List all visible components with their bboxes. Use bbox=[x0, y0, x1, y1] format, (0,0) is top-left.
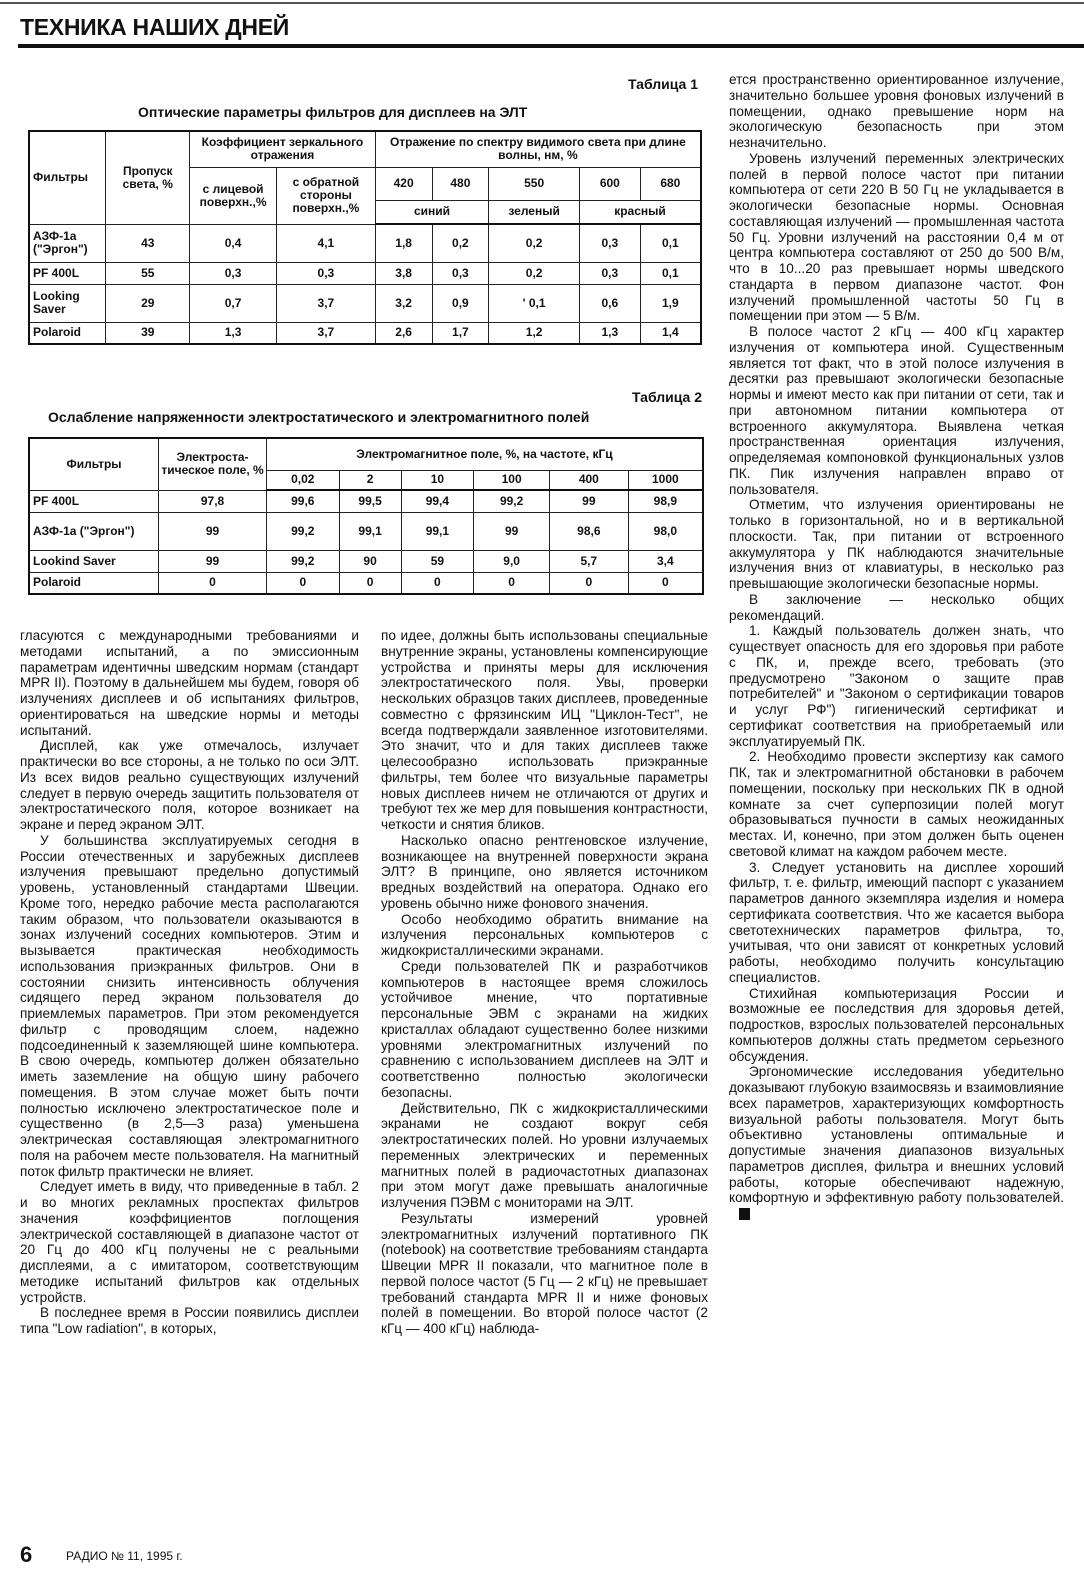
table-cell: 3,2 bbox=[375, 284, 432, 322]
t1-wavelength: 550 bbox=[489, 167, 580, 200]
table-cell: 39 bbox=[106, 322, 190, 344]
table-cell: 0,2 bbox=[489, 224, 580, 262]
table-cell: 99 bbox=[474, 512, 550, 550]
paragraph bbox=[381, 1211, 708, 1337]
table-cell: 0 bbox=[159, 572, 267, 594]
paragraph-text: Действительно, ПК с жидкокристаллическими экранами не создают вокруг себя электростатических полей. Но уровни излучаемых переменных электрических и переменных магнитных полей в радиочастотных диапазонах при этом могут даже превышать аналогичные излучения ПЭВМ с мониторами на ЭЛТ. bbox=[381, 1100, 708, 1210]
paragraph-text: по идее, должны быть использованы специальные внутренние экраны, установлены компенсирующие устройства и приняты меры для исключения электростатического поля. Увы, проверки нескольких образцов таких дисплеев, проведенные совместно с фрязинским ИЦ "Циклон-Тест", не всегда подтверждали заявленное изготовителями. Это значит, что и для таких дисплеев также целесообразно использовать приэкранные фильтры, тем более что визуальные параметры новых дисплеев ничем не отличаются от других и требуют тех же мер для повышения контрастности, четкости и снятия бликов. bbox=[381, 628, 708, 832]
table-cell: 9,0 bbox=[474, 550, 550, 572]
table-cell: 55 bbox=[106, 262, 190, 284]
t1-header-front: с лицевой поверхн.,% bbox=[190, 167, 277, 224]
table1-title: Оптические параметры фильтров для дисплеев на ЭЛТ bbox=[138, 104, 528, 120]
table-cell: 0 bbox=[266, 572, 339, 594]
table-cell: 3,8 bbox=[375, 262, 432, 284]
paragraph bbox=[381, 833, 708, 912]
table-cell: 1,3 bbox=[579, 322, 640, 344]
paragraph-text: Отметим, что излучения ориентированы не только в горизонтальной, но и в вертикальной плоскости. Так, при питании от встроенного аккумулятора у ПК наблюдаются значительные излучения вниз от клавиатуры, в несколько раз превышающие экологически безопасные нормы. bbox=[729, 497, 1064, 591]
table-cell: 0,1 bbox=[640, 262, 701, 284]
paragraph-text: 3. Следует установить на дисплее хороший фильтр, т. е. фильтр, имеющий паспорт с указанием параметров данного экземпляра изделия и номера сертификата соответствия. Что же касается выбора светотехнических параметров фильтра, то, учитывая, что они зависят от конкретных условий работы, необходимо получить консультацию специалистов. bbox=[729, 859, 1064, 985]
paragraph bbox=[729, 623, 1064, 749]
t1-header-mirror: Коэффициент зеркального отражения bbox=[190, 131, 376, 167]
table-cell: 1,9 bbox=[640, 284, 701, 322]
row-filter-name: PF 400L bbox=[29, 490, 159, 512]
section-rule bbox=[18, 44, 1084, 48]
paragraph bbox=[729, 497, 1064, 592]
t1-color-green: зеленый bbox=[489, 200, 580, 224]
table-cell: 99,2 bbox=[474, 490, 550, 512]
table-row bbox=[29, 512, 703, 550]
table-cell: 0,3 bbox=[579, 224, 640, 262]
table-cell: 0 bbox=[339, 572, 401, 594]
table-cell: 0,6 bbox=[579, 284, 640, 322]
table-cell: 0,9 bbox=[432, 284, 489, 322]
table-cell: 0,4 bbox=[190, 224, 277, 262]
paragraph bbox=[381, 912, 708, 959]
row-filter-name: АЗФ-1а ("Эргон") bbox=[29, 224, 106, 262]
table-cell: 99,6 bbox=[266, 490, 339, 512]
publication-source: РАДИО № 11, 1995 г. bbox=[66, 1549, 183, 1563]
table1-label: Таблица 1 bbox=[627, 76, 698, 92]
paragraph-text: Среди пользователей ПК и разработчиков компьютеров в настоящее время сложилось устойчивое мнение, что портативные персональные ЭВМ с экранами на жидких кристаллах обладают существенно более низкими уровнями электромагнитных излучений по сравнению с использованием дисплеев на ЭЛТ и соответственно полностью экологически безопасны. bbox=[381, 958, 708, 1100]
table-cell: 0,7 bbox=[190, 284, 277, 322]
paragraph bbox=[20, 628, 359, 738]
table-cell: 0,3 bbox=[432, 262, 489, 284]
paragraph bbox=[20, 833, 359, 1180]
table-cell: 0 bbox=[628, 572, 703, 594]
paragraph bbox=[729, 324, 1064, 497]
t1-color-red: красный bbox=[579, 200, 701, 224]
table-row bbox=[29, 490, 703, 512]
table-cell: 99,5 bbox=[339, 490, 401, 512]
paragraph bbox=[729, 592, 1064, 624]
table-cell: 0,2 bbox=[432, 224, 489, 262]
row-filter-name: Polaroid bbox=[29, 322, 106, 344]
paragraph-text: В полосе частот 2 кГц — 400 кГц характер излучения от компьютера иной. Существенным является тот факт, что в этой полосе излучения в десятки раз превышают экологически безопасные нормы и имеют место как при питании от сети, так и при автономном питании компьютера от встроенного аккумулятора. Выявлена четкая пространственная ориентация излучения, определяемая компоновкой функциональных узлов ПК. Пик излучения направлен вправо от пользователя. bbox=[729, 324, 1064, 497]
table-cell: 99,2 bbox=[266, 512, 339, 550]
table2-label: Таблица 2 bbox=[631, 389, 702, 405]
t2-frequency: 2 bbox=[339, 470, 401, 490]
paragraph-text: В заключение — несколько общих рекомендаций. bbox=[729, 591, 1064, 623]
table-cell: 1,4 bbox=[640, 322, 701, 344]
table-cell: 0,3 bbox=[277, 262, 376, 284]
row-filter-name: АЗФ-1а ("Эргон") bbox=[29, 512, 159, 550]
paragraph bbox=[729, 749, 1064, 859]
t2-frequency: 0,02 bbox=[266, 470, 339, 490]
table-cell: 99 bbox=[159, 512, 267, 550]
t1-wavelength: 600 bbox=[579, 167, 640, 200]
paragraph bbox=[729, 151, 1064, 324]
table-cell: 0,3 bbox=[190, 262, 277, 284]
paragraph-text: гласуются с международными требованиями и методами испытаний, а по эмиссионным параметрам идентичны шведским нормам (стандарт MPR II). Поэтому в дальнейшем мы будем, говоря об излучениях дисплеев и об испытаниях фильтров, ориентироваться на шведские нормы и методы испытаний. bbox=[20, 628, 359, 738]
table-cell: 2,6 bbox=[375, 322, 432, 344]
t2-frequency: 400 bbox=[549, 470, 628, 490]
table-cell: 99,1 bbox=[339, 512, 401, 550]
section-title: ТЕХНИКА НАШИХ ДНЕЙ bbox=[20, 14, 289, 40]
table-cell: 3,7 bbox=[277, 322, 376, 344]
table-cell: 1,8 bbox=[375, 224, 432, 262]
paragraph-text: Дисплей, как уже отмечалось, излучает практически во все стороны, а не только по оси ЭЛТ. Из всех видов реально существующих излучений следует в первую очередь защитить пользователя от электростатического поля, которое возникает на экране и перед экраном ЭЛТ. bbox=[20, 738, 359, 832]
article-column-middle bbox=[381, 628, 708, 1337]
article-column-left bbox=[20, 628, 359, 1337]
t1-wavelength: 420 bbox=[375, 167, 432, 200]
t2-frequency: 100 bbox=[474, 470, 550, 490]
paragraph-text: В последнее время в России появились дисплеи типа "Low radiation", в которых, bbox=[20, 1305, 359, 1336]
table-cell: 3,4 bbox=[628, 550, 703, 572]
row-filter-name: PF 400L bbox=[29, 262, 106, 284]
table-cell: 0,1 bbox=[640, 224, 701, 262]
table-cell: 4,1 bbox=[277, 224, 376, 262]
page-number: 6 bbox=[20, 1542, 33, 1567]
table-cell: 97,8 bbox=[159, 490, 267, 512]
table-row bbox=[29, 262, 701, 284]
paragraph bbox=[729, 72, 1064, 151]
table-cell: ' 0,1 bbox=[489, 284, 580, 322]
table-cell: 98,9 bbox=[628, 490, 703, 512]
t1-wavelength: 480 bbox=[432, 167, 489, 200]
table-row bbox=[29, 572, 703, 594]
t1-header-spectrum: Отражение по спектру видимого света при длине волны, нм, % bbox=[375, 131, 701, 167]
paragraph bbox=[20, 1179, 359, 1305]
t1-header-back: с обратной стороны поверхн.,% bbox=[277, 167, 376, 224]
paragraph-text: Уровень излучений переменных электрических полей в первой полосе частот при питании компьютера от сети 220 В 50 Гц не укладывается в экологически безопасные нормы. Основная составляющая излучений — промышленная частота 50 Гц. Уровни излучений на расстоянии 0,4 м от центра компьютера составляют от 250 до 500 В/м, что в 10...20 раз превышает нормы шведского стандарта в первом диапазоне частот. Фон излучений промышленной частоты 50 Гц в помещении при этом — 5 В/м. bbox=[729, 150, 1064, 324]
row-filter-name: Lookind Saver bbox=[29, 550, 159, 572]
top-border-line bbox=[0, 2, 1084, 4]
row-filter-name: Polaroid bbox=[29, 572, 159, 594]
paragraph bbox=[729, 860, 1064, 986]
paragraph bbox=[20, 1305, 359, 1337]
paragraph-text: У большинства эксплуатируемых сегодня в России отечественных и зарубежных дисплеев излучения превышают предельно допустимый уровень, установленный стандартами Швеции. Кроме того, нередко рабочие места располагаются таким образом, что пользователи оказываются в зонах излучений соседних компьютеров. Этим и вызывается практическая необходимость использования приэкранных фильтров. Они в состоянии снизить интенсивность облучения сидящего перед экраном пользователя до приемлемых параметров. При этом рекомендуется фильтр с проводящим слоем, надежно подсоединенный к заземляющей шине компьютера. В свою очередь, компьютер должен обязательно иметь заземление на общую шину рабочего помещения. В этом случае может быть почти полностью исключено электростатическое поле и существенно (в 2,5—3 раза) уменьшена электрическая составляющая электромагнитного поля на рабочем месте пользователя. На магнитный поток фильтр практически не влияет. bbox=[20, 832, 359, 1179]
table-row bbox=[29, 224, 701, 262]
table-cell: 29 bbox=[106, 284, 190, 322]
table-cell: 1,7 bbox=[432, 322, 489, 344]
paragraph bbox=[20, 738, 359, 833]
paragraph-text: ется пространственно ориентированное излучение, значительно большее уровня фоновых излучений в помещении, однако превышение норм на экологическую безопасность при этом незначительно. bbox=[729, 72, 1064, 150]
paragraph-text: Стихийная компьютеризация России и возможные ее последствия для здоровья детей, подростков, взрослых пользователей персональных компьютеров должны стать предметом серьезного обсуждения. bbox=[729, 985, 1064, 1064]
table-cell: 99 bbox=[549, 490, 628, 512]
t2-frequency: 10 bbox=[401, 470, 474, 490]
table-row bbox=[29, 550, 703, 572]
end-of-article-mark bbox=[739, 1208, 750, 1220]
table-cell: 0 bbox=[401, 572, 474, 594]
table-cell: 0,3 bbox=[579, 262, 640, 284]
table-row bbox=[29, 284, 701, 322]
row-filter-name: Looking Saver bbox=[29, 284, 106, 322]
paragraph bbox=[381, 628, 708, 833]
table-cell: 43 bbox=[106, 224, 190, 262]
paragraph-text: Эргономические исследования убедительно доказывают глубокую взаимосвязь и взаимовлияние всех параметров, характеризующих комфортность визуальной работы пользователя. Могут быть объективно установлены оптимальные и допустимые значения диапазонов визуальных параметров дисплея, фильтра и внешних условий работы, которые обеспечивают надежную, комфортную и эффективную работу пользователей. bbox=[729, 1064, 1064, 1206]
paragraph-text: 1. Каждый пользователь должен знать, что существует опасность для его здоровья при работе с ПК, и, прежде всего, требовать (это предусмотрено "Законом о защите прав потребителей" и "Законом о сертификации товаров и услуг РФ") гигиенический сертификат и сертификат соответствия на приобретаемый или эксплуатируемый ПК. bbox=[729, 623, 1064, 749]
t1-header-transmission: Пропуск света, % bbox=[106, 131, 190, 224]
t1-color-blue: синий bbox=[375, 200, 488, 224]
table-cell: 1,3 bbox=[190, 322, 277, 344]
table-cell: 3,7 bbox=[277, 284, 376, 322]
paragraph-text: 2. Необходимо провести экспертизу как самого ПК, так и электромагнитной обстановки в рабочем помещении, поскольку при нескольких ПК в одной комнате за счет суперпозиции полей могут образовываться пучности в самых неожиданных местах. И, конечно, при этом должен быть оценен световой климат на каждом рабочем месте. bbox=[729, 749, 1064, 859]
t2-header-em: Электромагнитное поле, %, на частоте, кГц bbox=[266, 438, 703, 470]
table-cell: 0,2 bbox=[489, 262, 580, 284]
paragraph-text: Следует иметь в виду, что приведенные в табл. 2 и во многих рекламных проспектах фильтров значения коэффициентов поглощения электрической составляющей в диапазоне частот от 20 Гц до 400 кГц получены не с реальными дисплеями, а с имитатором, соответствующим методике испытаний фильтров как отдельных устройств. bbox=[20, 1179, 359, 1305]
table-row bbox=[29, 322, 701, 344]
table1 bbox=[28, 130, 702, 345]
t2-frequency: 1000 bbox=[628, 470, 703, 490]
t2-header-filters: Фильтры bbox=[29, 438, 159, 490]
table-cell: 0 bbox=[549, 572, 628, 594]
table-cell: 5,7 bbox=[549, 550, 628, 572]
paragraph bbox=[729, 1064, 1064, 1222]
table-cell: 98,6 bbox=[549, 512, 628, 550]
paragraph bbox=[381, 959, 708, 1101]
table2 bbox=[28, 437, 704, 595]
table-cell: 90 bbox=[339, 550, 401, 572]
t1-wavelength: 680 bbox=[640, 167, 701, 200]
paragraph-text: Насколько опасно рентгеновское излучение, возникающее на внутренней поверхности экрана ЭЛТ? В принципе, оно является источником вредных воздействий на оператора. Однако его уровень обычно ниже фонового значения. bbox=[381, 832, 708, 911]
paragraph-text: Результаты измерений уровней электромагнитных излучений портативного ПК (notebook) на соответствие требованиям стандарта Швеции MPR II показали, что магнитное поле в первой полосе частот (5 Гц — 2 кГц) не превышает требований стандарта MPR II и ниже фоновых полей в помещении. Во второй полосе частот (2 кГц — 400 кГц) наблюда- bbox=[381, 1210, 708, 1336]
table-cell: 99,4 bbox=[401, 490, 474, 512]
t2-header-electrostatic: Электроста-тическое поле, % bbox=[159, 438, 267, 490]
paragraph-text: Особо необходимо обратить внимание на излучения персональных компьютеров с жидкокристаллическими экранами. bbox=[381, 911, 708, 958]
table-cell: 0 bbox=[474, 572, 550, 594]
table-cell: 99,2 bbox=[266, 550, 339, 572]
table-cell: 99,1 bbox=[401, 512, 474, 550]
table-cell: 1,2 bbox=[489, 322, 580, 344]
paragraph bbox=[729, 986, 1064, 1065]
paragraph bbox=[381, 1101, 708, 1211]
t1-header-filters: Фильтры bbox=[29, 131, 106, 224]
table2-title: Ослабление напряженности электростатического и электромагнитного полей bbox=[48, 409, 590, 425]
table-cell: 98,0 bbox=[628, 512, 703, 550]
article-column-right bbox=[729, 72, 1064, 1222]
table-cell: 99 bbox=[159, 550, 267, 572]
table-cell: 59 bbox=[401, 550, 474, 572]
